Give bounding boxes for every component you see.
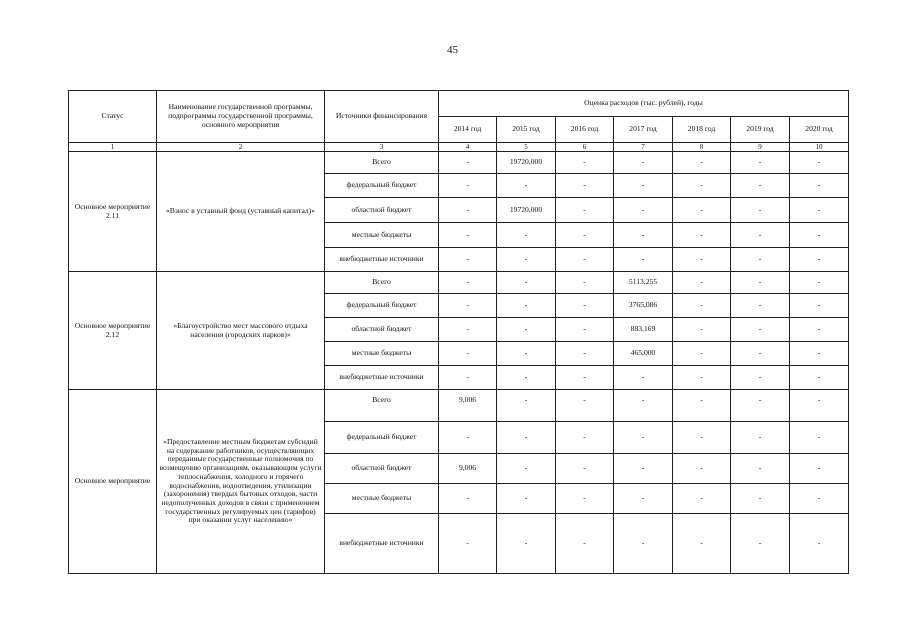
- cost-value: -: [614, 454, 673, 484]
- cost-value: -: [614, 248, 673, 272]
- cost-value: -: [614, 152, 673, 174]
- funding-source: областной бюджет: [325, 318, 439, 342]
- cost-value: -: [731, 342, 790, 366]
- table-row: [69, 390, 849, 422]
- cost-value: -: [556, 342, 614, 366]
- funding-source: областной бюджет: [325, 454, 439, 484]
- header-year: 2017 год: [614, 117, 673, 143]
- header-row: [69, 91, 849, 117]
- cost-value: -: [673, 514, 731, 574]
- column-number: 7: [614, 143, 673, 152]
- cost-value: -: [497, 390, 556, 422]
- funding-source: местные бюджеты: [325, 484, 439, 514]
- cost-value: -: [731, 366, 790, 390]
- cost-value: -: [673, 484, 731, 514]
- column-number: 2: [157, 143, 325, 152]
- cost-value: -: [790, 248, 849, 272]
- cost-value: -: [673, 318, 731, 342]
- cost-value: -: [497, 223, 556, 248]
- cost-value: -: [731, 198, 790, 223]
- cost-value: -: [790, 198, 849, 223]
- table-row: [69, 152, 849, 174]
- header-year: 2016 год: [556, 117, 614, 143]
- cost-value: -: [673, 454, 731, 484]
- cost-value: -: [731, 484, 790, 514]
- cost-value: -: [731, 422, 790, 454]
- funding-source: федеральный бюджет: [325, 174, 439, 198]
- cost-value: -: [731, 272, 790, 294]
- cost-value: -: [790, 342, 849, 366]
- cost-value: -: [556, 198, 614, 223]
- cost-value: 9,006: [439, 390, 497, 422]
- section-program-name: «Благоустройство мест массового отдыха населения (городских парков)»: [157, 272, 325, 390]
- cost-value: -: [731, 174, 790, 198]
- cost-value: -: [497, 294, 556, 318]
- cost-value: -: [790, 223, 849, 248]
- header-funding-sources: Источники финансирования: [325, 91, 439, 143]
- cost-value: -: [673, 174, 731, 198]
- column-number: 4: [439, 143, 497, 152]
- funding-source: внебюджетные источники: [325, 514, 439, 574]
- cost-value: -: [497, 454, 556, 484]
- header-year: 2019 год: [731, 117, 790, 143]
- cost-value: -: [556, 514, 614, 574]
- cost-value: -: [673, 152, 731, 174]
- cost-value: -: [439, 366, 497, 390]
- cost-value: -: [556, 390, 614, 422]
- budget-table: [68, 90, 849, 574]
- header-year: 2020 год: [790, 117, 849, 143]
- cost-value: -: [556, 484, 614, 514]
- funding-source: внебюджетные источники: [325, 366, 439, 390]
- cost-value: -: [497, 318, 556, 342]
- cost-value: -: [556, 366, 614, 390]
- header-year: 2014 год: [439, 117, 497, 143]
- page-number: 45: [447, 44, 458, 56]
- cost-value: -: [497, 248, 556, 272]
- cost-value: -: [439, 272, 497, 294]
- cost-value: -: [556, 152, 614, 174]
- cost-value: -: [439, 514, 497, 574]
- funding-source: внебюджетные источники: [325, 248, 439, 272]
- column-number: 9: [731, 143, 790, 152]
- cost-value: -: [790, 318, 849, 342]
- column-number: 3: [325, 143, 439, 152]
- section-program-name: «Взнос в уставный фонд (уставный капитал)»: [157, 152, 325, 272]
- cost-value: -: [673, 198, 731, 223]
- cost-value: -: [790, 152, 849, 174]
- funding-source: федеральный бюджет: [325, 294, 439, 318]
- cost-value: -: [614, 198, 673, 223]
- cost-value: -: [614, 514, 673, 574]
- cost-value: -: [731, 223, 790, 248]
- cost-value: -: [673, 390, 731, 422]
- cost-value: 9,006: [439, 454, 497, 484]
- cost-value: -: [790, 174, 849, 198]
- cost-value: -: [790, 294, 849, 318]
- cost-value: -: [556, 318, 614, 342]
- header-cost-estimate: Оценка расходов (тыс. рублей), годы: [439, 91, 849, 117]
- cost-value: -: [731, 152, 790, 174]
- funding-source: Всего: [325, 152, 439, 174]
- cost-value: -: [439, 484, 497, 514]
- funding-source: областной бюджет: [325, 198, 439, 223]
- cost-value: -: [614, 174, 673, 198]
- column-numbers-row: [69, 143, 849, 152]
- cost-value: -: [556, 248, 614, 272]
- cost-value: -: [497, 272, 556, 294]
- cost-value: -: [497, 174, 556, 198]
- cost-value: -: [790, 454, 849, 484]
- cost-value: -: [790, 422, 849, 454]
- cost-value: -: [673, 294, 731, 318]
- cost-value: -: [790, 514, 849, 574]
- cost-value: -: [439, 248, 497, 272]
- cost-value: -: [790, 484, 849, 514]
- cost-value: -: [673, 223, 731, 248]
- funding-source: местные бюджеты: [325, 223, 439, 248]
- header-program-name: Наименование государственной программы, подпрограммы государственной программы, основного мероприятия: [157, 91, 325, 143]
- cost-value: 5113,255: [614, 272, 673, 294]
- cost-value: -: [439, 342, 497, 366]
- cost-value: -: [497, 514, 556, 574]
- header-year: 2018 год: [673, 117, 731, 143]
- header-status: Статус: [69, 91, 157, 143]
- cost-value: -: [731, 514, 790, 574]
- cost-value: -: [556, 294, 614, 318]
- section-status: Основное мероприятие: [69, 390, 157, 574]
- column-number: 1: [69, 143, 157, 152]
- funding-source: Всего: [325, 390, 439, 422]
- column-number: 10: [790, 143, 849, 152]
- funding-source: федеральный бюджет: [325, 422, 439, 454]
- cost-value: -: [731, 390, 790, 422]
- cost-value: -: [439, 422, 497, 454]
- cost-value: 19720,000: [497, 198, 556, 223]
- cost-value: -: [614, 223, 673, 248]
- table-row: [69, 272, 849, 294]
- cost-value: 465,000: [614, 342, 673, 366]
- cost-value: -: [731, 294, 790, 318]
- cost-value: -: [790, 390, 849, 422]
- cost-value: -: [497, 484, 556, 514]
- cost-value: -: [439, 174, 497, 198]
- cost-value: -: [439, 223, 497, 248]
- cost-value: -: [556, 454, 614, 484]
- funding-source: местные бюджеты: [325, 342, 439, 366]
- cost-value: -: [673, 422, 731, 454]
- cost-value: -: [673, 272, 731, 294]
- cost-value: 19720,000: [497, 152, 556, 174]
- cost-value: -: [497, 366, 556, 390]
- section-status: Основное мероприятие 2.11: [69, 152, 157, 272]
- cost-value: -: [731, 318, 790, 342]
- cost-value: -: [439, 294, 497, 318]
- cost-value: 3765,086: [614, 294, 673, 318]
- column-number: 8: [673, 143, 731, 152]
- cost-value: -: [439, 318, 497, 342]
- cost-value: -: [790, 366, 849, 390]
- cost-value: 883,169: [614, 318, 673, 342]
- section-program-name: «Предоставление местным бюджетам субсидий на содержание работников, осуществляющих переданные государственные полномочия по возмещению организациям, оказывающим услуги теплоснабжения, холодного и горячего водоснабжения, водоотведения, утилизации (захоронения) твердых бытовых отходов, части недополученных доходов в связи с применением государственных регулируемых цен (тарифов) при оказании услуг населению»: [157, 390, 325, 574]
- cost-value: -: [497, 422, 556, 454]
- cost-value: -: [731, 248, 790, 272]
- cost-value: -: [614, 390, 673, 422]
- cost-value: -: [673, 248, 731, 272]
- column-number: 6: [556, 143, 614, 152]
- cost-value: -: [614, 484, 673, 514]
- cost-value: -: [556, 174, 614, 198]
- section-status: Основное мероприятие 2.12: [69, 272, 157, 390]
- cost-value: -: [497, 342, 556, 366]
- cost-value: -: [673, 342, 731, 366]
- header-year: 2015 год: [497, 117, 556, 143]
- cost-value: -: [439, 152, 497, 174]
- cost-value: -: [556, 223, 614, 248]
- cost-value: -: [556, 272, 614, 294]
- column-number: 5: [497, 143, 556, 152]
- cost-value: -: [614, 366, 673, 390]
- cost-value: -: [614, 422, 673, 454]
- cost-value: -: [731, 454, 790, 484]
- cost-value: -: [673, 366, 731, 390]
- cost-value: -: [790, 272, 849, 294]
- funding-source: Всего: [325, 272, 439, 294]
- cost-value: -: [439, 198, 497, 223]
- cost-value: -: [556, 422, 614, 454]
